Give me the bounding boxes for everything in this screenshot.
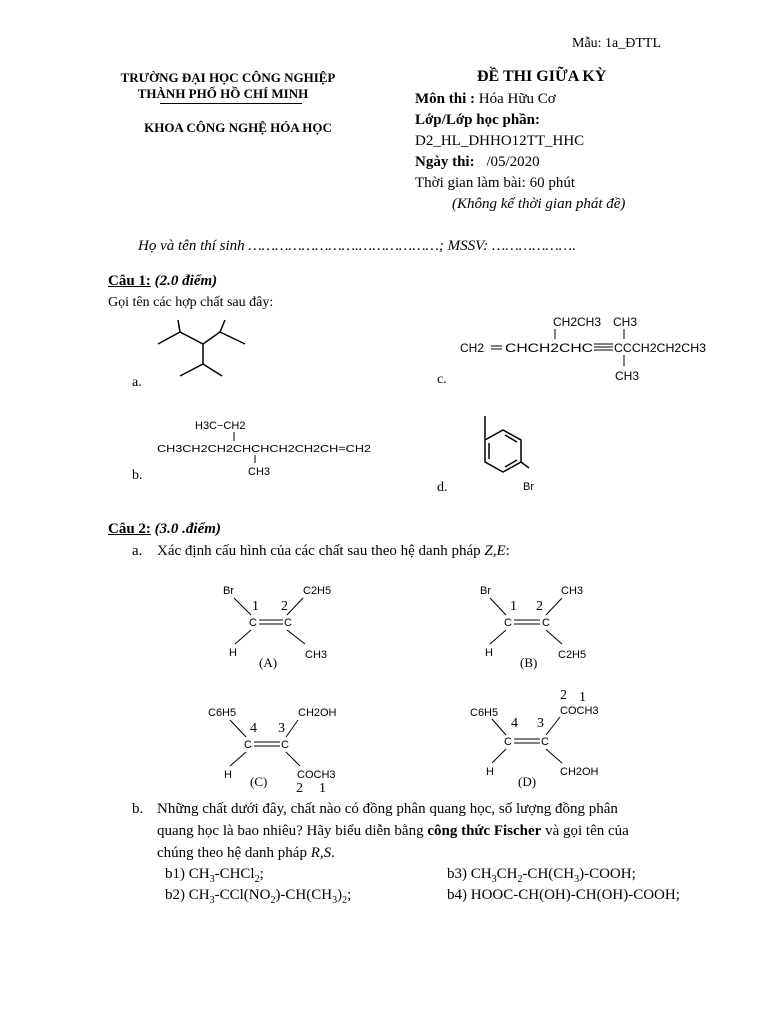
subject-label: Môn thi : xyxy=(415,91,475,107)
class-value: D2_HL_DHHO12TT_HHC xyxy=(415,133,585,149)
duration-note: (Không kể thời gian phát đề) xyxy=(452,196,626,212)
struct-2b-tr: CH3 xyxy=(561,585,584,597)
svg-text:C: C xyxy=(284,617,292,629)
struct-d-substituent: Br xyxy=(523,481,534,493)
structure-2a xyxy=(215,578,355,670)
struct-2d-extra-b: 1 xyxy=(579,690,586,705)
question-1-label: Câu 1: xyxy=(108,273,151,289)
structure-1d xyxy=(455,410,545,495)
struct-2a-tl: Br xyxy=(223,585,234,597)
question-2a-body: Xác định cấu hình của các chất sau theo hệ danh pháp xyxy=(157,543,485,559)
struct-2a-n1: 1 xyxy=(252,599,259,614)
struct-c-main-right: CCCH2CH2CH3 xyxy=(614,341,707,355)
university-line2: THÀNH PHỐ HỒ CHÍ MINH xyxy=(137,86,309,101)
struct-2c-tl: C6H5 xyxy=(208,707,237,719)
struct-c-top-right: CH3 xyxy=(613,315,638,329)
compound-b3: b3) $CH_3CH_2-CH(CH_3)$-COOH; xyxy=(447,866,636,885)
question-2b-italic: R,S xyxy=(310,845,332,861)
question-1-heading xyxy=(108,273,217,290)
compound-b4: b4) HOOC-CH(OH)-CH(OH)-COOH; xyxy=(447,887,680,903)
question-2b-bold: công thức Fischer xyxy=(427,823,542,839)
struct-2a-n2: 2 xyxy=(281,599,288,614)
struct-c-top-left: CH2CH3 xyxy=(553,315,602,329)
question-2b-line3-b: . xyxy=(331,845,335,861)
form-code: Mẫu: 1a_ĐTTL xyxy=(572,36,662,51)
question-2b-line1: Những chất dưới đây, chất nào có đồng phân quang học, số lượng đồng phân xyxy=(157,801,618,817)
struct-2c-n2: 3 xyxy=(278,721,285,736)
structure-1c xyxy=(455,310,715,385)
question-1-instruction: Gọi tên các hợp chất sau đây: xyxy=(108,295,274,310)
struct-2a-bl: H xyxy=(229,647,237,659)
svg-text:C: C xyxy=(541,736,549,748)
struct-2d-tl: C6H5 xyxy=(470,707,499,719)
compound-b2: b2) $CH_3-CCl(NO_2)-CH(CH_3)_2$; xyxy=(165,887,352,906)
svg-text:C: C xyxy=(244,739,252,751)
struct-2d-n2: 3 xyxy=(537,716,544,731)
struct-2b-label: (B) xyxy=(520,655,538,670)
structure-1b xyxy=(155,415,375,483)
struct-2d-br: CH2OH xyxy=(560,766,599,778)
struct-2a-tr: C2H5 xyxy=(303,585,332,597)
struct-2d-bl: H xyxy=(486,766,494,778)
item-d-label: d. xyxy=(437,480,448,495)
struct-2c-bl: H xyxy=(224,769,232,781)
svg-text:C: C xyxy=(281,739,289,751)
structure-2d xyxy=(462,683,622,793)
question-2b-marker: b. xyxy=(132,801,144,817)
item-a-label: a. xyxy=(132,375,142,390)
struct-2a-label: (A) xyxy=(259,655,278,670)
structure-2c xyxy=(200,700,360,796)
struct-2b-tl: Br xyxy=(480,585,491,597)
struct-2d-n1: 4 xyxy=(511,716,518,731)
struct-2c-label: (C) xyxy=(250,774,268,789)
struct-b-top: H3C−CH2 xyxy=(195,420,246,432)
struct-2b-br: C2H5 xyxy=(558,649,587,661)
struct-2b-bl: H xyxy=(485,647,493,659)
question-2-label: Câu 2: xyxy=(108,521,151,537)
university-line1: TRƯỜNG ĐẠI HỌC CÔNG NGHIỆP xyxy=(120,70,336,85)
question-2b-line2 xyxy=(157,823,717,840)
subject-value: Hóa Hữu Cơ xyxy=(478,91,556,107)
item-c-label: c. xyxy=(437,372,447,387)
svg-text:C: C xyxy=(249,617,257,629)
struct-2b-n2: 2 xyxy=(536,599,543,614)
svg-text:C: C xyxy=(504,617,512,629)
struct-2a-br: CH3 xyxy=(305,649,328,661)
struct-2c-br: COCH3 xyxy=(297,769,336,781)
compound-b1: b1) $CH_3-CHCl_2$; xyxy=(165,866,264,885)
struct-c-main-mid: CHCH2CHC xyxy=(505,341,594,355)
student-info-line: Họ và tên thí sinh …………………….………………; MSSV: ………………. xyxy=(138,238,576,254)
struct-2c-extra-b: 1 xyxy=(319,781,326,796)
question-2a-marker: a. xyxy=(132,543,143,559)
question-2b-line2-b: và gọi tên của xyxy=(541,823,629,839)
structure-1a xyxy=(150,312,260,382)
question-2b-line3 xyxy=(157,845,335,862)
struct-2c-extra-a: 2 xyxy=(296,781,303,796)
struct-2c-tr: CH2OH xyxy=(298,707,337,719)
struct-c-main-left: CH2 xyxy=(460,341,485,355)
question-2a-text xyxy=(157,543,510,560)
question-2-heading xyxy=(108,521,221,538)
structure-2b xyxy=(470,578,600,670)
date-value: /05/2020 xyxy=(486,154,540,170)
question-2b-line2-a: quang học là bao nhiêu? Hãy biểu diễn bằng xyxy=(157,823,428,839)
struct-b-sub: CH3 xyxy=(248,466,271,478)
struct-2c-n1: 4 xyxy=(250,721,257,736)
struct-2d-label: (D) xyxy=(518,774,537,789)
duration: Thời gian làm bài: 60 phút xyxy=(415,175,575,191)
struct-2d-tr: COCH3 xyxy=(560,705,599,717)
header-underline xyxy=(160,103,302,104)
struct-2b-n1: 1 xyxy=(510,599,517,614)
faculty-name: KHOA CÔNG NGHỆ HÓA HỌC xyxy=(144,120,332,135)
date-label: Ngày thi: xyxy=(415,154,475,170)
subject-line xyxy=(415,91,556,108)
question-1-points: (2.0 điểm) xyxy=(154,273,218,289)
struct-c-bottom: CH3 xyxy=(615,369,640,383)
exam-title: ĐỀ THI GIỮA KỲ xyxy=(477,68,607,85)
svg-text:C: C xyxy=(542,617,550,629)
question-2-points: (3.0 .điểm) xyxy=(154,521,221,537)
class-label: Lớp/Lớp học phần: xyxy=(415,112,540,128)
question-2a-end: : xyxy=(505,543,510,559)
struct-b-main: CH3CH2CH2CHCHCH2CH2CH=CH2 xyxy=(157,443,372,455)
question-2a-italic: Z,E xyxy=(484,543,506,559)
question-2b-line3-a: chúng theo hệ danh pháp xyxy=(157,845,311,861)
struct-2d-extra-a: 2 xyxy=(560,688,567,703)
item-b-label: b. xyxy=(132,468,143,483)
svg-text:C: C xyxy=(504,736,512,748)
exam-date-line xyxy=(415,154,540,171)
